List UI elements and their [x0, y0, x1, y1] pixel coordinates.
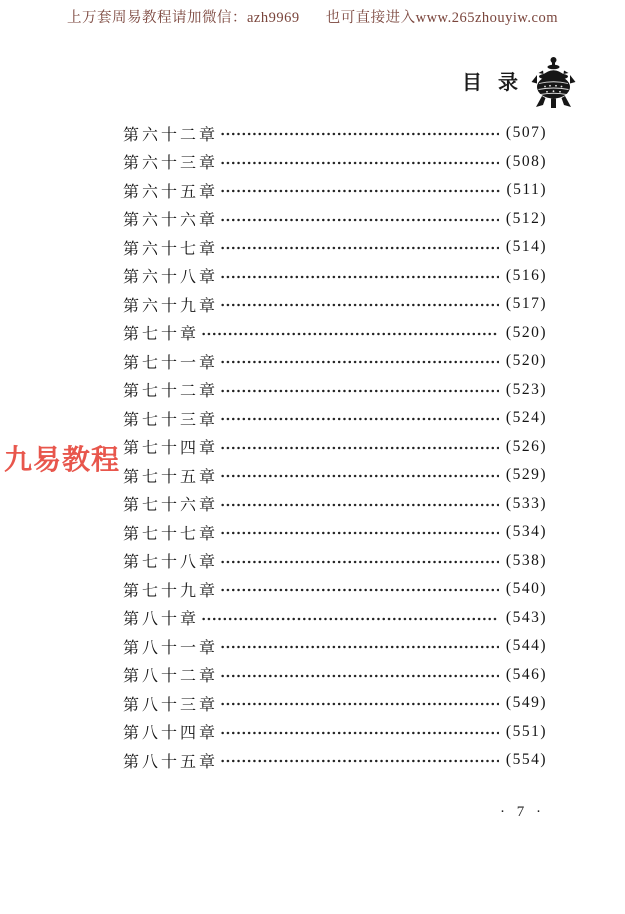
- toc-chapter-label: 第六十七章: [123, 240, 219, 258]
- toc-chapter-label: 第七十三章: [123, 411, 219, 429]
- toc-row: [123, 262, 547, 291]
- toc-row: [123, 148, 547, 177]
- toc-dot-leader: [220, 582, 499, 598]
- toc-chapter-label: 第七十二章: [123, 383, 219, 401]
- footer-page-number: · 7 ·: [500, 804, 545, 820]
- toc-dot-leader: [220, 240, 499, 256]
- toc-row: [123, 575, 547, 604]
- toc-chapter-label: 第八十四章: [123, 725, 219, 743]
- toc-dot-leader: [220, 753, 499, 769]
- toc-dot-leader: [220, 554, 499, 570]
- toc-dot-leader: [220, 411, 499, 427]
- toc-dot-leader: [201, 326, 499, 342]
- toc-chapter-label: 第八十二章: [123, 668, 219, 686]
- toc-page-number: (512): [505, 209, 547, 227]
- toc-row: [123, 176, 547, 205]
- toc-dot-leader: [220, 183, 499, 199]
- toc-page-number: (520): [505, 323, 547, 341]
- toc-chapter-label: 第七十五章: [123, 468, 219, 486]
- toc-row: [123, 290, 547, 319]
- toc-dot-leader: [220, 440, 499, 456]
- toc-row: [123, 119, 547, 148]
- promo-banner-url-text: 也可直接进入www.265zhouyiw.com: [325, 10, 559, 26]
- toc-row: [123, 518, 547, 547]
- toc-page-number: (544): [505, 637, 547, 655]
- toc-chapter-label: 第六十八章: [123, 269, 219, 287]
- toc-dot-leader: [220, 668, 499, 684]
- toc-row: [123, 404, 547, 433]
- toc-dot-leader: [220, 269, 499, 285]
- toc-page-number: (546): [505, 665, 547, 683]
- toc-row: [123, 547, 547, 576]
- watermark: 九易教程: [4, 444, 121, 475]
- toc-page-number: (523): [505, 380, 547, 398]
- toc-chapter-label: 第七十七章: [123, 525, 219, 543]
- toc-row: [123, 205, 547, 234]
- toc-row: [123, 319, 547, 348]
- toc-chapter-label: 第八十三章: [123, 696, 219, 714]
- toc-row: [123, 718, 547, 747]
- toc-row: [123, 661, 547, 690]
- toc-row: [123, 461, 547, 490]
- toc-chapter-label: 第七十一章: [123, 354, 219, 372]
- toc-page-number: (554): [505, 751, 547, 769]
- toc-page-number: (511): [506, 181, 547, 199]
- toc-dot-leader: [220, 155, 499, 171]
- toc-row: [123, 604, 547, 633]
- toc-chapter-label: 第六十二章: [123, 126, 219, 144]
- toc-dot-leader: [220, 725, 499, 741]
- toc-page-number: (507): [505, 124, 547, 142]
- toc-page-number: (526): [505, 437, 547, 455]
- toc-row: [123, 689, 547, 718]
- toc-page-number: (524): [505, 409, 547, 427]
- incense-burner-seal-icon: [530, 56, 577, 111]
- toc-chapter-label: 第七十章: [123, 326, 200, 344]
- toc-dot-leader: [201, 611, 499, 627]
- toc-dot-leader: [220, 354, 499, 370]
- toc-dot-leader: [220, 525, 499, 541]
- toc-chapter-label: 第七十六章: [123, 497, 219, 515]
- promo-banner-wechat-text: 上万套周易教程请加微信：azh9969: [66, 10, 300, 26]
- toc-page-number: (534): [505, 523, 547, 541]
- toc-chapter-label: 第六十五章: [123, 183, 219, 201]
- toc-chapter-label: 第八十一章: [123, 639, 219, 657]
- header: [462, 56, 577, 111]
- toc-page-number: (549): [505, 694, 547, 712]
- toc-page-number: (543): [505, 608, 547, 626]
- toc-page-number: (508): [505, 152, 547, 170]
- toc-page-number: (529): [505, 466, 547, 484]
- toc-chapter-label: 第六十九章: [123, 297, 219, 315]
- toc-dot-leader: [220, 468, 499, 484]
- toc-row: [123, 347, 547, 376]
- toc-page-number: (520): [505, 352, 547, 370]
- toc-chapter-label: 第八十五章: [123, 753, 219, 771]
- toc-dot-leader: [220, 297, 499, 313]
- toc-page-number: (517): [505, 295, 547, 313]
- promo-banner: [0, 6, 625, 27]
- toc-row: [123, 490, 547, 519]
- toc-page-number: (514): [505, 238, 547, 256]
- toc-list: [123, 119, 547, 775]
- toc-chapter-label: 第七十九章: [123, 582, 219, 600]
- toc-chapter-label: 第七十四章: [123, 440, 219, 458]
- toc-page-number: (538): [505, 551, 547, 569]
- toc-dot-leader: [220, 126, 499, 142]
- toc-dot-leader: [220, 497, 499, 513]
- toc-chapter-label: 第六十三章: [123, 155, 219, 173]
- toc-row: [123, 433, 547, 462]
- toc-chapter-label: 第七十八章: [123, 554, 219, 572]
- toc-chapter-label: 第六十六章: [123, 212, 219, 230]
- page-title: 目 录: [462, 72, 520, 94]
- toc-dot-leader: [220, 212, 499, 228]
- toc-dot-leader: [220, 383, 499, 399]
- toc-page-number: (551): [505, 722, 547, 740]
- toc-dot-leader: [220, 696, 499, 712]
- toc-row: [123, 746, 547, 775]
- toc-page-number: (516): [505, 266, 547, 284]
- toc-row: [123, 632, 547, 661]
- toc-row: [123, 233, 547, 262]
- toc-chapter-label: 第八十章: [123, 611, 200, 629]
- toc-page-number: (540): [505, 580, 547, 598]
- toc-dot-leader: [220, 639, 499, 655]
- toc-page-number: (533): [505, 494, 547, 512]
- toc-row: [123, 376, 547, 405]
